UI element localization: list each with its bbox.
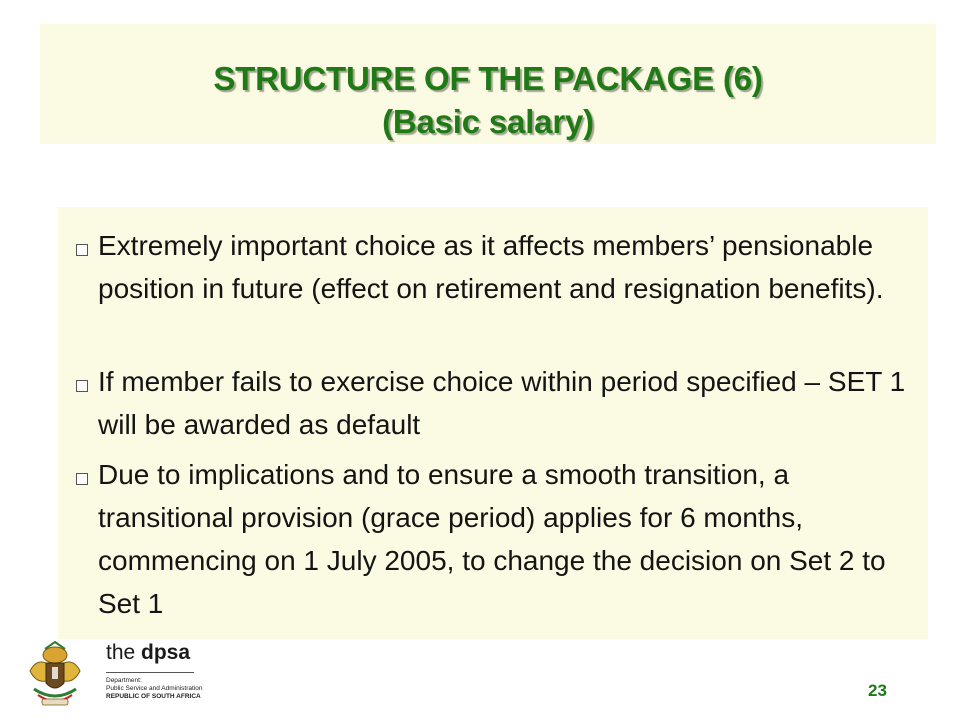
coat-of-arms-icon <box>22 641 88 711</box>
title-panel <box>40 24 936 144</box>
page-number: 23 <box>868 681 887 700</box>
bullet-text: Extremely important choice as it affects members’ pensionable position in future (effect on retirement and resignation benefits). <box>98 230 884 304</box>
brand-divider <box>106 672 194 673</box>
bullet-text: If member fails to exercise choice within period specified – SET 1 will be awarded as default <box>98 366 906 440</box>
dept-line-1: Department: <box>106 677 142 684</box>
department-label <box>106 677 236 701</box>
bullet-text: Due to implications and to ensure a smooth transition, a transitional provision (grace period) applies for 6 months, commencing on 1 July 2005, to change the decision on Set 2 to Set 1 <box>98 459 886 619</box>
brand-name <box>106 641 190 665</box>
square-bullet-icon <box>76 380 88 392</box>
square-bullet-icon <box>76 244 88 256</box>
brand-bold: dpsa <box>141 641 191 664</box>
slide-subtitle: (Basic salary) <box>382 103 594 140</box>
brand-prefix: the <box>106 641 142 664</box>
square-bullet-icon <box>76 473 88 485</box>
dept-line-3: REPUBLIC OF SOUTH AFRICA <box>106 693 201 700</box>
dept-line-2: Public Service and Administration <box>106 685 203 692</box>
content-panel <box>58 207 928 639</box>
slide-title: STRUCTURE OF THE PACKAGE (6) <box>213 60 763 97</box>
